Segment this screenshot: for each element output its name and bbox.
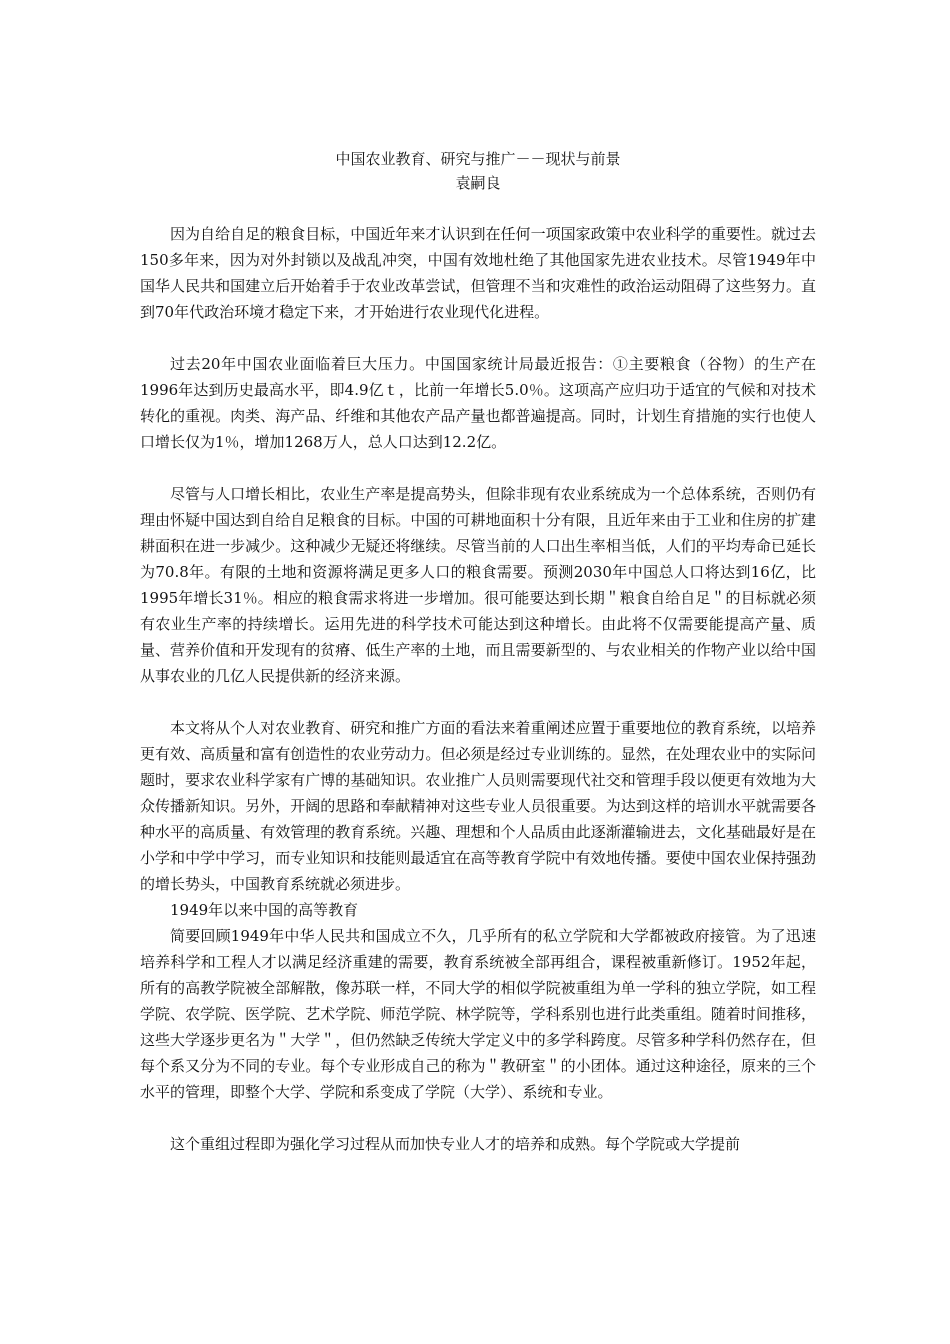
paragraph-gap (140, 455, 816, 481)
paragraph-2: 过去20年中国农业面临着巨大压力。中国国家统计局最近报告：①主要粮食（谷物）的生产在1996年达到历史最高水平，即4.9亿ｔ，比前一年增长5.0％。这项高产应归功于适宜的气候和对技术转化的重视。肉类、海产品、纤维和其他农产品产量也都普遍提高。同时，计划生育措施的实行也使人口增长仅为1％，增加1268万人，总人口达到12.2亿。 (140, 355, 816, 451)
paragraph-3: 尽管与人口增长相比，农业生产率是提高势头，但除非现有农业系统成为一个总体系统，否则仍有理由怀疑中国达到自给自足粮食的目标。中国的可耕地面积十分有限，且近年来由于工业和住房的扩建耕面积在进一步减少。这种减少无疑还将继续。尽管当前的人口出生率相当低，人们的平均寿命已延长为70.8年。有限的土地和资源将满足更多人口的粮食需要。预测2030年中国总人口将达到16亿，比1995年增长31％。相应的粮食需求将进一步增加。很可能要达到长期＂粮食自给自足＂的目标就必须有农业生产率的持续增长。运用先进的科学技术可能达到这种增长。由此将不仅需要能提高产量、质量、营养价值和开发现有的贫瘠、低生产率的土地，而且需要新型的、与农业相关的作物产业以给中国从事农业的几亿人民提供新的经济来源。 (140, 485, 816, 685)
section-heading: 1949年以来中国的高等教育 (170, 901, 359, 919)
document-title: 中国农业教育、研究与推广－－现状与前景 (335, 150, 621, 168)
document-author: 袁嗣良 (455, 174, 501, 192)
section-paragraph-2: 这个重组过程即为强化学习过程从而加快专业人才的培养和成熟。每个学院或大学提前 (170, 1135, 741, 1153)
document-body (140, 147, 816, 1157)
paragraph-gap (140, 689, 816, 715)
section-paragraph-1: 简要回顾1949年中华人民共和国成立不久，几乎所有的私立学院和大学都被政府接管。为了迅速培养科学和工程人才以满足经济重建的需要，教育系统被全部再组合，课程被重新修订。1952年起，所有的高教学院被全部解散，像苏联一样，不同大学的相似学院被重组为单一学科的独立学院，如工程学院、农学院、医学院、艺术学院、师范学院、林学院等，学科系别也进行此类重组。随着时间推移，这些大学逐步更名为＂大学＂，但仍然缺乏传统大学定义中的多学科跨度。尽管多种学科仍然存在，但每个系又分为不同的专业。每个专业形成自己的称为＂教研室＂的小团体。通过这种途径，原来的三个水平的管理，即整个大学、学院和系变成了学院（大学）、系统和专业。 (140, 927, 816, 1101)
paragraph-1: 因为自给自足的粮食目标，中国近年来才认识到在任何一项国家政策中农业科学的重要性。就过去150多年来，因为对外封锁以及战乱冲突，中国有效地杜绝了其他国家先进农业技术。尽管1949年中国华人民共和国建立后开始着手于农业改革尝试，但管理不当和灾难性的政治运动阻碍了这些努力。直到70年代政治环境才稳定下来，才开始进行农业现代化进程。 (140, 225, 816, 321)
paragraph-4: 本文将从个人对农业教育、研究和推广方面的看法来着重阐述应置于重要地位的教育系统，以培养更有效、高质量和富有创造性的农业劳动力。但必须是经过专业训练的。显然，在处理农业中的实际问题时，要求农业科学家有广博的基础知识。农业推广人员则需要现代社交和管理手段以便更有效地为大众传播新知识。另外，开阔的思路和奉献精神对这些专业人员很重要。为达到这样的培训水平就需要各种水平的高质量、有效管理的教育系统。兴趣、理想和个人品质由此逐渐灌输进去，文化基础最好是在小学和中学中学习，而专业知识和技能则最适宜在高等教育学院中有效地传播。要使中国农业保持强劲的增长势头，中国教育系统就必须进步。 (140, 719, 816, 893)
paragraph-gap (140, 325, 816, 351)
paragraph-gap (140, 1105, 816, 1131)
